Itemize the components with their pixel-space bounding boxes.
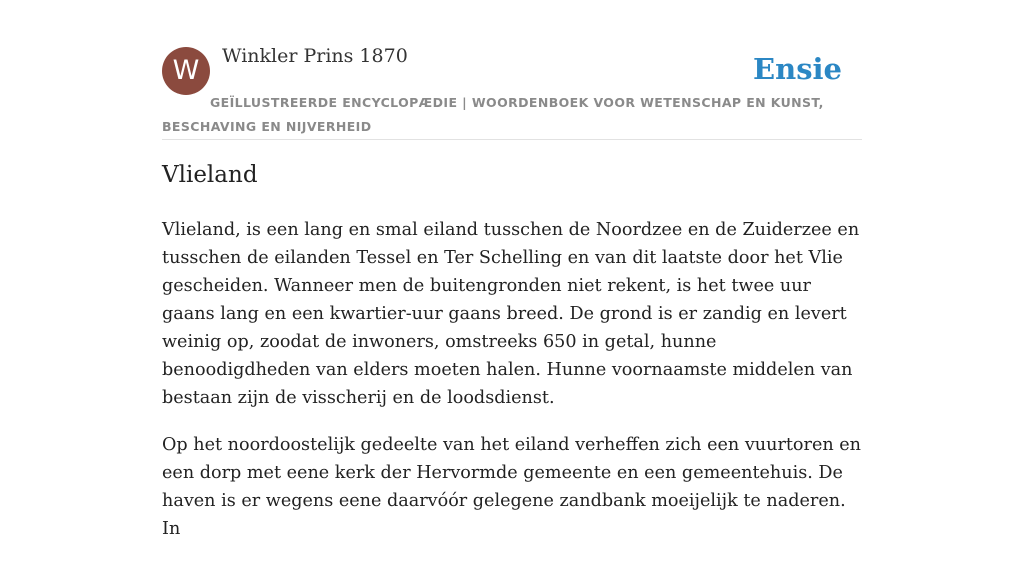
header-divider (162, 139, 862, 140)
source-title[interactable]: Winkler Prins 1870 (222, 45, 408, 67)
source-subtitle: GEÏLLUSTREERDE ENCYCLOPÆDIE | WOORDENBOEK VOOR WETENSCHAP EN KUNST, BESCHAVING EN NIJVERHEID (162, 95, 824, 134)
article-paragraph: Vlieland, is een lang en smal eiland tusschen de Noordzee en de Zuiderzee en tusschen de eilanden Tessel en Ter Schelling en van dit laatste door het Vlie gescheiden. Wanneer men de buitengronden niet rekent, is het twee uur gaans lang en een kwartier-uur gaans breed. De grond is er zandig en levert weinig op, zoodat de inwoners, omstreeks 650 in getal, hunne benoodigdheden van elders moeten halen. Hunne voornaamste middelen van bestaan zijn de visscherij en de loodsdienst. (162, 220, 860, 408)
article-body (162, 216, 862, 562)
article-title: Vlieland (162, 162, 258, 188)
source-avatar[interactable]: W (162, 47, 210, 95)
ensie-logo-link[interactable]: Ensie (753, 52, 842, 86)
article-paragraph: Op het noordoostelijk gedeelte van het eiland verheffen zich een vuurtoren en een dorp met eene kerk der Hervormde gemeente en een gemeentehuis. De haven is er wegens eene daarvóór gelegene zandbank moeijelijk te naderen. In (162, 435, 862, 539)
